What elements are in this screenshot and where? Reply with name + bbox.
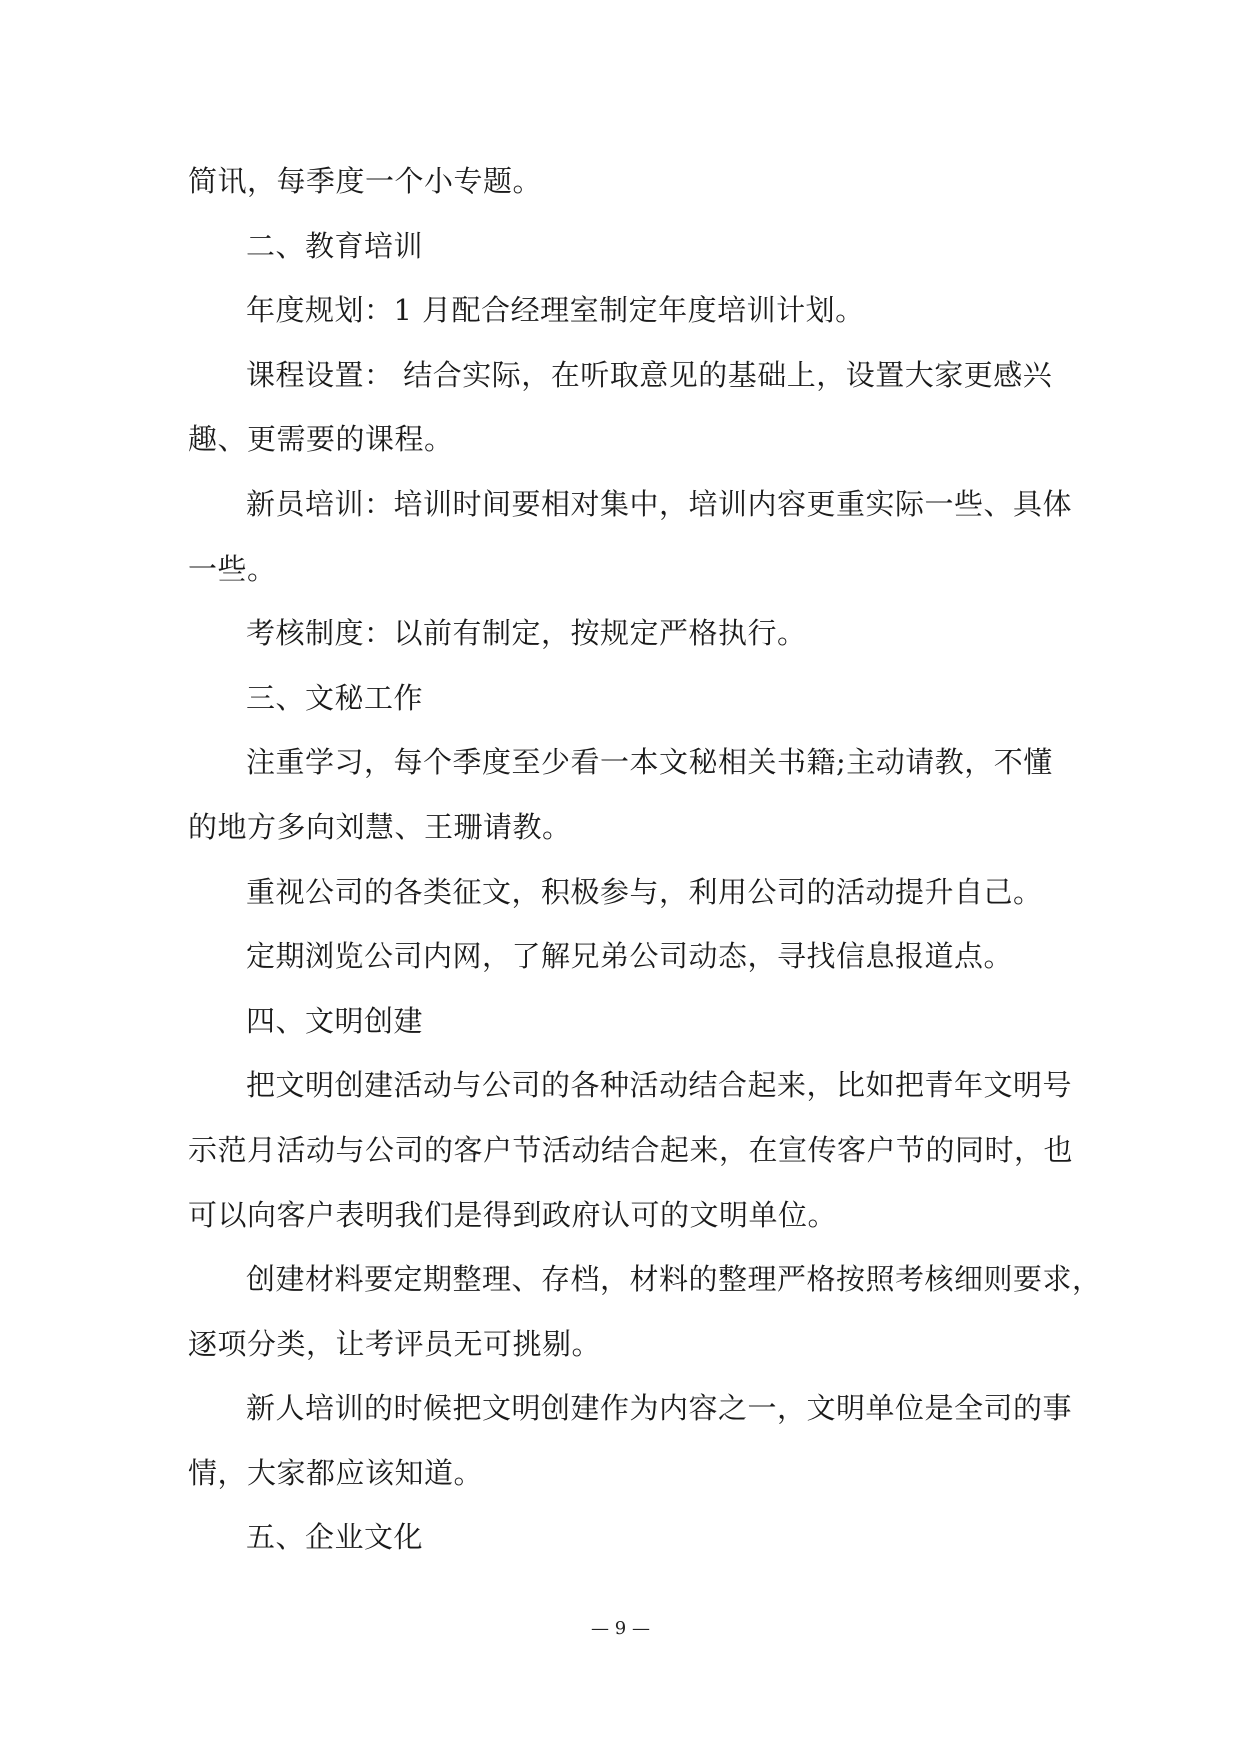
text-line: 创建材料要定期整理、存档，材料的整理严格按照考核细则要求， — [246, 1262, 1102, 1297]
text-line: 趣、更需要的课程。 — [188, 422, 454, 457]
text-line: 年度规划：1 月配合经理室制定年度培训计划。 — [246, 293, 865, 328]
text-line: 示范月活动与公司的客户节活动结合起来，在宣传客户节的同时，也 — [188, 1132, 1074, 1167]
page-number: — 9 — — [591, 1618, 650, 1639]
text-line: 新员培训：培训时间要相对集中，培训内容更重实际一些、具体 — [246, 486, 1073, 521]
text-line: 二、教育培训 — [246, 228, 424, 263]
text-line: 五、企业文化 — [246, 1520, 424, 1555]
text-line: 考核制度：以前有制定，按规定严格执行。 — [246, 616, 807, 651]
text-line: 注重学习，每个季度至少看一本文秘相关书籍;主动请教，不懂 — [246, 745, 1053, 780]
text-line: 情，大家都应该知道。 — [188, 1455, 484, 1490]
text-line: 三、文秘工作 — [246, 680, 424, 715]
text-line: 新人培训的时候把文明创建作为内容之一，文明单位是全司的事 — [246, 1391, 1073, 1426]
text-line: 逐项分类，让考评员无可挑剔。 — [188, 1326, 602, 1361]
text-line: 简讯，每季度一个小专题。 — [188, 164, 543, 198]
text-line: 四、文明创建 — [246, 1003, 424, 1038]
text-line: 的地方多向刘慧、王珊请教。 — [188, 809, 572, 844]
text-line: 可以向客户表明我们是得到政府认可的文明单位。 — [188, 1197, 838, 1232]
text-line: 一些。 — [188, 551, 277, 586]
document-body — [188, 158, 1102, 1579]
text-line: 定期浏览公司内网，了解兄弟公司动态，寻找信息报道点。 — [246, 939, 1014, 974]
text-line: 重视公司的各类征文，积极参与，利用公司的活动提升自己。 — [246, 874, 1043, 909]
text-line: 把文明创建活动与公司的各种活动结合起来，比如把青年文明号 — [246, 1068, 1073, 1103]
text-line: 课程设置： 结合实际，在听取意见的基础上，设置大家更感兴 — [246, 357, 1053, 392]
